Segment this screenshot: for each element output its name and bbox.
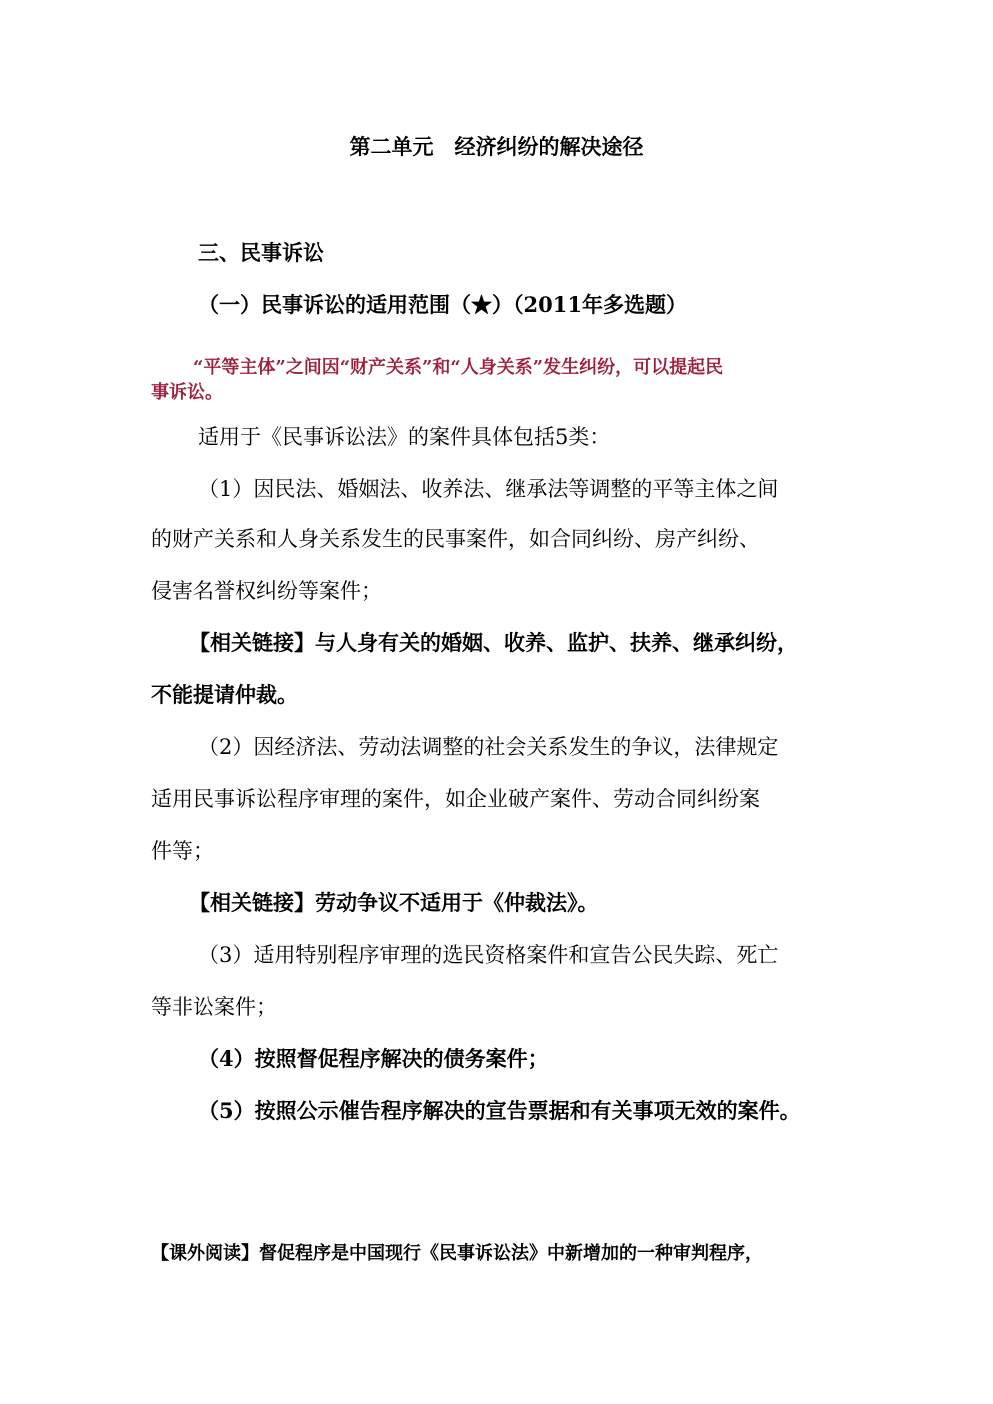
item-1-line-2: 的财产关系和人身关系发生的民事案件，如合同纠纷、房产纠纷、: [151, 527, 760, 551]
item-2-line-2: 适用民事诉讼程序审理的案件，如企业破产案件、劳动合同纠纷案: [151, 787, 760, 811]
highlight-text-line-1: “平等主体”之间因“财产关系”和“人身关系”发生纠纷，可以提起民: [193, 357, 724, 378]
page-title: 第二单元 经济纠纷的解决途径: [349, 134, 644, 159]
item-3-line-1: （3）适用特别程序审理的选民资格案件和宣告公民失踪、死亡: [198, 943, 779, 967]
intro-paragraph: 适用于《民事诉讼法》的案件具体包括5类：: [198, 425, 611, 449]
subsection-heading: （一）民事诉讼的适用范围（★）（2011年多选题）: [198, 292, 687, 317]
highlight-text-line-2: 事诉讼。: [151, 382, 223, 403]
item-5: （5）按照公示催告程序解决的宣告票据和有关事项无效的案件。: [198, 1098, 801, 1123]
related-link-2: 【相关链接】劳动争议不适用于《仲裁法》。: [189, 890, 599, 915]
item-1-line-3: 侵害名誉权纠纷等案件；: [151, 579, 382, 603]
item-3-line-2: 等非讼案件；: [151, 995, 277, 1019]
extra-reading-note: 【课外阅读】督促程序是中国现行《民事诉讼法》中新增加的一种审判程序，: [151, 1243, 763, 1264]
item-2-line-1: （2）因经济法、劳动法调整的社会关系发生的争议，法律规定: [198, 735, 779, 759]
item-4: （4）按照督促程序解决的债务案件；: [198, 1046, 549, 1071]
section-heading: 三、民事诉讼: [198, 240, 324, 265]
item-1-line-1: （1）因民法、婚姻法、收养法、继承法等调整的平等主体之间: [198, 477, 779, 501]
related-link-1-line-1: 【相关链接】与人身有关的婚姻、收养、监护、扶养、继承纠纷，: [189, 630, 798, 655]
related-link-1-line-2: 不能提请仲裁。: [151, 682, 298, 707]
item-2-line-3: 件等；: [151, 839, 214, 863]
